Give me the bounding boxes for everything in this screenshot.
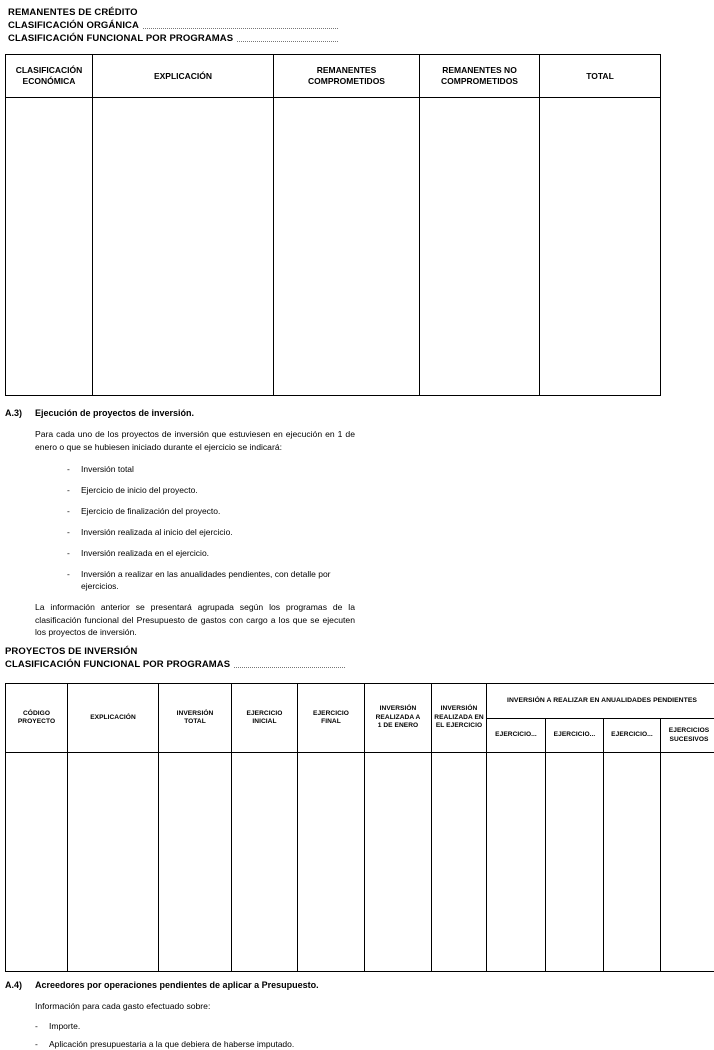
section-a4-tag: A.4) bbox=[5, 980, 23, 990]
header-text-line1: CLASIFICACIÓN bbox=[15, 65, 83, 75]
column-header-explicacion bbox=[93, 55, 274, 98]
column-header-inversion-total bbox=[159, 684, 232, 753]
table-header-row-primary bbox=[6, 684, 714, 719]
header-text-line1: INVERSIÓN bbox=[379, 705, 417, 713]
list-item: - Ejercicio de finalización del proyecto. bbox=[67, 505, 357, 517]
heading-proyectos-inversion bbox=[5, 645, 345, 671]
table-row bbox=[6, 98, 661, 396]
header-text-line3: EL EJERCICIO bbox=[435, 722, 483, 730]
heading-line-title bbox=[8, 6, 338, 19]
header-text-line2: TOTAL bbox=[184, 718, 206, 725]
header-text-line1: INVERSIÓN bbox=[440, 705, 478, 713]
list-item: - Inversión a realizar en las anualidades pendientes, con detalle por ejercicios. bbox=[67, 568, 357, 592]
cell-total[interactable] bbox=[540, 98, 661, 396]
column-header-remanentes-comprometidos bbox=[274, 55, 420, 98]
list-item: - Inversión total bbox=[67, 463, 357, 475]
proyectos-inversion-table bbox=[5, 683, 714, 972]
column-header-ejercicio-3 bbox=[604, 719, 661, 753]
column-header-clasificacion-economica bbox=[6, 55, 93, 98]
header-text-line1: TOTAL bbox=[586, 70, 614, 81]
column-header-ejercicio-1 bbox=[487, 719, 546, 753]
cell-ejercicio-1[interactable] bbox=[487, 753, 546, 972]
cell-inversion-total[interactable] bbox=[159, 753, 232, 972]
header-text-line2: REALIZADA A bbox=[375, 713, 421, 721]
section-a3 bbox=[5, 407, 405, 649]
column-header-ejercicio-inicial bbox=[232, 684, 298, 753]
table-row bbox=[6, 753, 714, 972]
header-text-line2: INICIAL bbox=[252, 718, 277, 725]
header-text-line1: INVERSIÓN bbox=[176, 709, 214, 717]
heading-line-funcional bbox=[8, 32, 338, 45]
header-text-line2: COMPROMETIDOS bbox=[441, 76, 518, 86]
heading-remanentes-title: REMANENTES DE CRÉDITO bbox=[8, 7, 138, 18]
header-text-line1: EJERCICIO... bbox=[553, 731, 596, 739]
list-item: - Aplicación presupuestaria a la que debiera de haberse imputado. bbox=[35, 1038, 365, 1050]
header-text-line1: EJERCICIOS bbox=[668, 727, 710, 735]
column-header-codigo-proyecto bbox=[6, 684, 68, 753]
header-text-line1: EJERCICIO... bbox=[611, 731, 653, 739]
cell-remanentes-no-comprometidos[interactable] bbox=[420, 98, 540, 396]
header-text-line1: REMANENTES bbox=[316, 65, 377, 75]
cell-ejercicio-final[interactable] bbox=[298, 753, 365, 972]
section-a4-title-row bbox=[5, 979, 405, 991]
section-a4-intro: Información para cada gasto efectuado sobre: bbox=[35, 1001, 211, 1011]
cell-explicacion[interactable] bbox=[68, 753, 159, 972]
header-text-line2: ECONÓMICA bbox=[22, 76, 76, 86]
column-header-remanentes-no-comprometidos bbox=[420, 55, 540, 98]
column-header-inversion-realizada-1-enero bbox=[365, 684, 432, 753]
header-text-line1: EJERCICIO bbox=[246, 709, 283, 717]
cell-remanentes-comprometidos[interactable] bbox=[274, 98, 420, 396]
section-a3-list bbox=[67, 463, 357, 592]
dotted-leader-organica bbox=[143, 27, 338, 29]
cell-ejercicio-3[interactable] bbox=[604, 753, 661, 972]
dotted-leader-funcional bbox=[237, 40, 338, 42]
column-group-header-anualidades-pendientes: INVERSIÓN A REALIZAR EN ANUALIDADES PENDIENTES bbox=[487, 684, 714, 719]
heading-line-funcional-proyectos bbox=[5, 658, 345, 671]
column-header-ejercicio-final bbox=[298, 684, 365, 753]
list-item: - Inversión realizada al inicio del ejercicio. bbox=[67, 526, 357, 538]
dotted-leader-funcional-proyectos bbox=[234, 666, 345, 668]
section-a3-title-row bbox=[5, 407, 405, 419]
header-text-line3: 1 DE ENERO bbox=[377, 722, 419, 730]
header-text-line2: REALIZADA EN bbox=[434, 713, 484, 721]
section-a4-title: Acreedores por operaciones pendientes de aplicar a Presupuesto. bbox=[35, 980, 319, 990]
cell-ejercicios-sucesivos[interactable] bbox=[661, 753, 714, 972]
cell-codigo-proyecto[interactable] bbox=[6, 753, 68, 972]
list-item: - Inversión realizada en el ejercicio. bbox=[67, 547, 357, 559]
heading-clasificacion-funcional-proyectos: CLASIFICACIÓN FUNCIONAL POR PROGRAMAS bbox=[5, 659, 231, 670]
section-a3-title: Ejecución de proyectos de inversión. bbox=[35, 408, 195, 418]
heading-remanentes-credito bbox=[8, 6, 338, 45]
header-text-line2: PROYECTO bbox=[17, 718, 56, 725]
column-header-explicacion bbox=[68, 684, 159, 753]
heading-clasificacion-funcional: CLASIFICACIÓN FUNCIONAL POR PROGRAMAS bbox=[8, 33, 234, 44]
cell-clasificacion-economica[interactable] bbox=[6, 98, 93, 396]
heading-proyectos-title: PROYECTOS DE INVERSIÓN bbox=[5, 646, 138, 657]
header-text-line1: CÓDIGO bbox=[22, 709, 51, 717]
header-text-line1: EXPLICACIÓN bbox=[90, 713, 136, 721]
cell-inversion-realizada-ejercicio[interactable] bbox=[432, 753, 487, 972]
heading-clasificacion-organica: CLASIFICACIÓN ORGÁNICA bbox=[8, 20, 139, 31]
section-a3-intro: Para cada uno de los proyectos de inversión que estuviesen en ejecución en 1 de enero o que se hubiesen iniciado durante el ejercicio se indicará: bbox=[35, 429, 355, 452]
heading-line-proyectos bbox=[5, 645, 345, 658]
header-text-line1: EJERCICIO bbox=[313, 709, 349, 717]
column-header-ejercicios-sucesivos bbox=[661, 719, 714, 753]
header-text-line2: SUCESIVOS bbox=[669, 735, 709, 743]
column-header-total bbox=[540, 55, 661, 98]
header-text-line2: FINAL bbox=[321, 718, 341, 725]
header-text-line1: EXPLICACIÓN bbox=[153, 70, 213, 81]
cell-ejercicio-inicial[interactable] bbox=[232, 753, 298, 972]
section-a4-list bbox=[35, 1020, 365, 1050]
column-header-ejercicio-2 bbox=[546, 719, 604, 753]
list-item: - Ejercicio de inicio del proyecto. bbox=[67, 484, 357, 496]
cell-explicacion[interactable] bbox=[93, 98, 274, 396]
section-a4 bbox=[5, 979, 405, 1050]
table-header-row bbox=[6, 55, 661, 98]
list-item: - Importe. bbox=[35, 1020, 365, 1032]
section-a3-tag: A.3) bbox=[5, 408, 23, 418]
cell-ejercicio-2[interactable] bbox=[546, 753, 604, 972]
header-text-line2: COMPROMETIDOS bbox=[308, 76, 385, 86]
cell-inversion-realizada-1-enero[interactable] bbox=[365, 753, 432, 972]
section-a3-closing: La información anterior se presentará agrupada según los programas de la clasificación funcional del Presupuesto de gastos con cargo a los que se ejecuten los proyectos de inversión. bbox=[35, 602, 355, 637]
header-text-line1: EJERCICIO... bbox=[495, 731, 537, 739]
header-text-line1: REMANENTES NO bbox=[442, 65, 517, 75]
heading-line-organica bbox=[8, 19, 338, 32]
column-header-inversion-realizada-ejercicio bbox=[432, 684, 487, 753]
remanentes-table bbox=[5, 54, 661, 396]
